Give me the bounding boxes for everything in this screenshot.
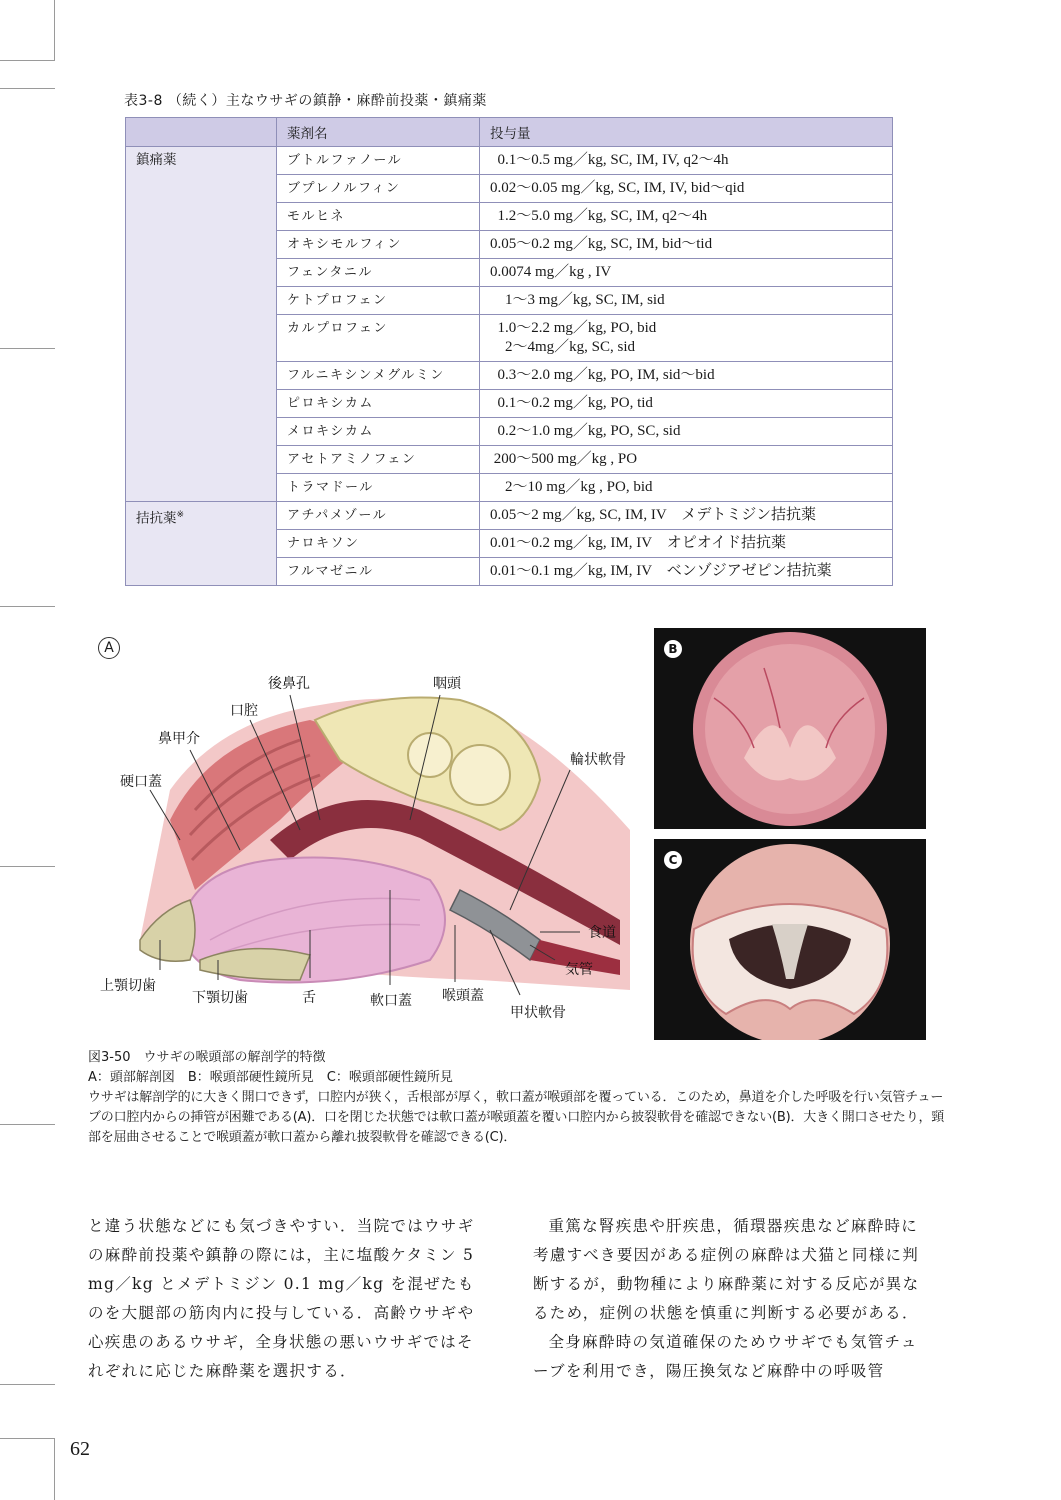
endoscope-photo-b xyxy=(654,628,926,829)
label-trachea: 気管 xyxy=(565,962,593,978)
label-choana: 後鼻孔 xyxy=(268,676,310,692)
table-row xyxy=(126,147,893,175)
dose-cell: 0.3～2.0 mg／kg, PO, IM, sid～bid xyxy=(480,362,893,390)
category-cell xyxy=(126,502,277,586)
rabbit-head-anatomy-illustration xyxy=(100,660,640,1030)
margin-rule xyxy=(0,606,55,607)
label-esophagus: 食道 xyxy=(588,925,616,941)
drug-name-cell: フルマゼニル xyxy=(277,558,480,586)
dose-cell: 0.01～0.2 mg／kg, IM, IV オピオイド拮抗薬 xyxy=(480,530,893,558)
dose-cell: 0.05～0.2 mg／kg, SC, IM, bid～tid xyxy=(480,231,893,259)
panel-b-label: B xyxy=(664,640,682,658)
label-tongue: 舌 xyxy=(302,990,316,1006)
body-paragraph: 全身麻酔時の気道確保のためウサギでも気管チューブを利用でき，陽圧換気など麻酔中の呼吸管 xyxy=(533,1333,918,1380)
body-paragraph: と違う状態などにも気づきやすい．当院ではウサギの麻酔前投薬や鎮静の際には，主に塩酸ケタミン 5 mg／kg とメデトミジン 0.1 mg／kg を混ぜたものを大腿部の筋肉内に投与している．高齢ウサギや心疾患のあるウサギ，全身状態の悪いウサギではそれぞれに応じた麻酔薬を選択する． xyxy=(88,1217,475,1380)
dose-cell: 0.01～0.1 mg／kg, IM, IV ベンゾジアゼピン拮抗薬 xyxy=(480,558,893,586)
table-row xyxy=(126,502,893,530)
margin-line-top xyxy=(54,0,55,60)
figure-caption-body: ウサギは解剖学的に大きく開口できず，口腔内が狭く，舌根部が厚く，軟口蓋が喉頭部を覆っている．このため，鼻道を介した呼吸を行い気管チューブの口腔内からの挿管が困難である(A)．口を閉じた状態では軟口蓋が喉頭蓋を覆い口腔内から披裂軟骨を確認できない(B)．大きく開口させたり，頸部を屈曲させることで喉頭蓋が軟口蓋から離れ披裂軟骨を確認できる(C)． xyxy=(88,1090,945,1145)
drug-name-cell: ブプレノルフィン xyxy=(277,175,480,203)
drug-table xyxy=(125,117,893,586)
category-note-mark: ※ xyxy=(176,510,185,520)
figure-caption-title: 図3-50 ウサギの喉頭部の解剖学的特徴 xyxy=(88,1050,326,1065)
label-lower-incisor: 下顎切歯 xyxy=(192,990,248,1006)
category-label: 拮抗薬 xyxy=(136,510,177,527)
margin-rule xyxy=(0,866,55,867)
drug-name-cell: フェンタニル xyxy=(277,259,480,287)
label-oral-cavity: 口腔 xyxy=(230,703,258,719)
drug-name-cell: フルニキシンメグルミン xyxy=(277,362,480,390)
table-header-row xyxy=(126,118,893,147)
label-turbinate: 鼻甲介 xyxy=(158,731,200,747)
header-drug-name: 薬剤名 xyxy=(277,118,480,147)
drug-name-cell: ナロキソン xyxy=(277,530,480,558)
drug-name-cell: ケトプロフェン xyxy=(277,287,480,315)
drug-name-cell: モルヒネ xyxy=(277,203,480,231)
label-cricoid: 輪状軟骨 xyxy=(570,752,626,768)
margin-rule xyxy=(0,88,55,89)
drug-name-cell: メロキシカム xyxy=(277,418,480,446)
margin-rule xyxy=(0,1124,55,1125)
margin-rule xyxy=(0,1384,55,1385)
dose-cell: 2～10 mg／kg , PO, bid xyxy=(480,474,893,502)
endoscope-photo-c xyxy=(654,839,926,1040)
drug-name-cell: アチパメゾール xyxy=(277,502,480,530)
header-dose: 投与量 xyxy=(480,118,893,147)
body-paragraph: 重篤な腎疾患や肝疾患，循環器疾患など麻酔時に考慮すべき要因がある症例の麻酔は犬猫と同様に判断するが，動物種により麻酔薬に対する反応が異なるため，症例の状態を慎重に判断する必要がある． xyxy=(533,1217,920,1322)
drug-table-body xyxy=(126,147,893,586)
margin-rule xyxy=(0,60,55,61)
drug-name-cell: オキシモルフィン xyxy=(277,231,480,259)
endoscope-view-c-image xyxy=(654,839,926,1040)
dose-cell: 1.0～2.2 mg／kg, PO, bid 2～4mg／kg, SC, sid xyxy=(480,315,893,362)
category-label: 鎮痛薬 xyxy=(136,152,177,168)
page-number: 62 xyxy=(70,1438,90,1460)
label-soft-palate: 軟口蓋 xyxy=(370,993,412,1009)
figure-caption-subtitle: A：頭部解剖図 B：喉頭部硬性鏡所見 C：喉頭部硬性鏡所見 xyxy=(88,1070,453,1085)
dose-cell: 0.2～1.0 mg／kg, PO, SC, sid xyxy=(480,418,893,446)
dose-cell: 0.1～0.5 mg／kg, SC, IM, IV, q2～4h xyxy=(480,147,893,175)
drug-name-cell: トラマドール xyxy=(277,474,480,502)
dose-cell: 0.0074 mg／kg , IV xyxy=(480,259,893,287)
label-epiglottis: 喉頭蓋 xyxy=(442,988,484,1004)
header-category xyxy=(126,118,277,147)
panel-c-label: C xyxy=(664,851,682,869)
label-upper-incisor: 上顎切歯 xyxy=(100,978,156,994)
panel-a-label: A xyxy=(98,637,120,659)
endoscope-view-b-image xyxy=(654,628,926,829)
body-column-right xyxy=(533,1212,933,1386)
body-column-left xyxy=(88,1212,488,1386)
dose-cell: 1.2～5.0 mg／kg, SC, IM, q2～4h xyxy=(480,203,893,231)
margin-rule xyxy=(0,1438,55,1439)
drug-name-cell: ピロキシカム xyxy=(277,390,480,418)
dose-cell: 0.1～0.2 mg／kg, PO, tid xyxy=(480,390,893,418)
table-title: 表3-8 （続く）主なウサギの鎮静・麻酔前投薬・鎮痛薬 xyxy=(124,93,487,109)
drug-name-cell: ブトルファノール xyxy=(277,147,480,175)
drug-name-cell: アセトアミノフェン xyxy=(277,446,480,474)
category-cell xyxy=(126,147,277,502)
dose-cell: 0.02～0.05 mg／kg, SC, IM, IV, bid～qid xyxy=(480,175,893,203)
dose-cell: 200～500 mg／kg , PO xyxy=(480,446,893,474)
dose-cell: 1～3 mg／kg, SC, IM, sid xyxy=(480,287,893,315)
label-hard-palate: 硬口蓋 xyxy=(120,774,162,790)
label-pharynx: 咽頭 xyxy=(433,676,461,692)
margin-rule xyxy=(0,348,55,349)
dose-cell: 0.05～2 mg／kg, SC, IM, IV メデトミジン拮抗薬 xyxy=(480,502,893,530)
label-thyroid: 甲状軟骨 xyxy=(510,1005,566,1021)
drug-name-cell: カルプロフェン xyxy=(277,315,480,362)
margin-line-bottom xyxy=(54,1438,55,1500)
